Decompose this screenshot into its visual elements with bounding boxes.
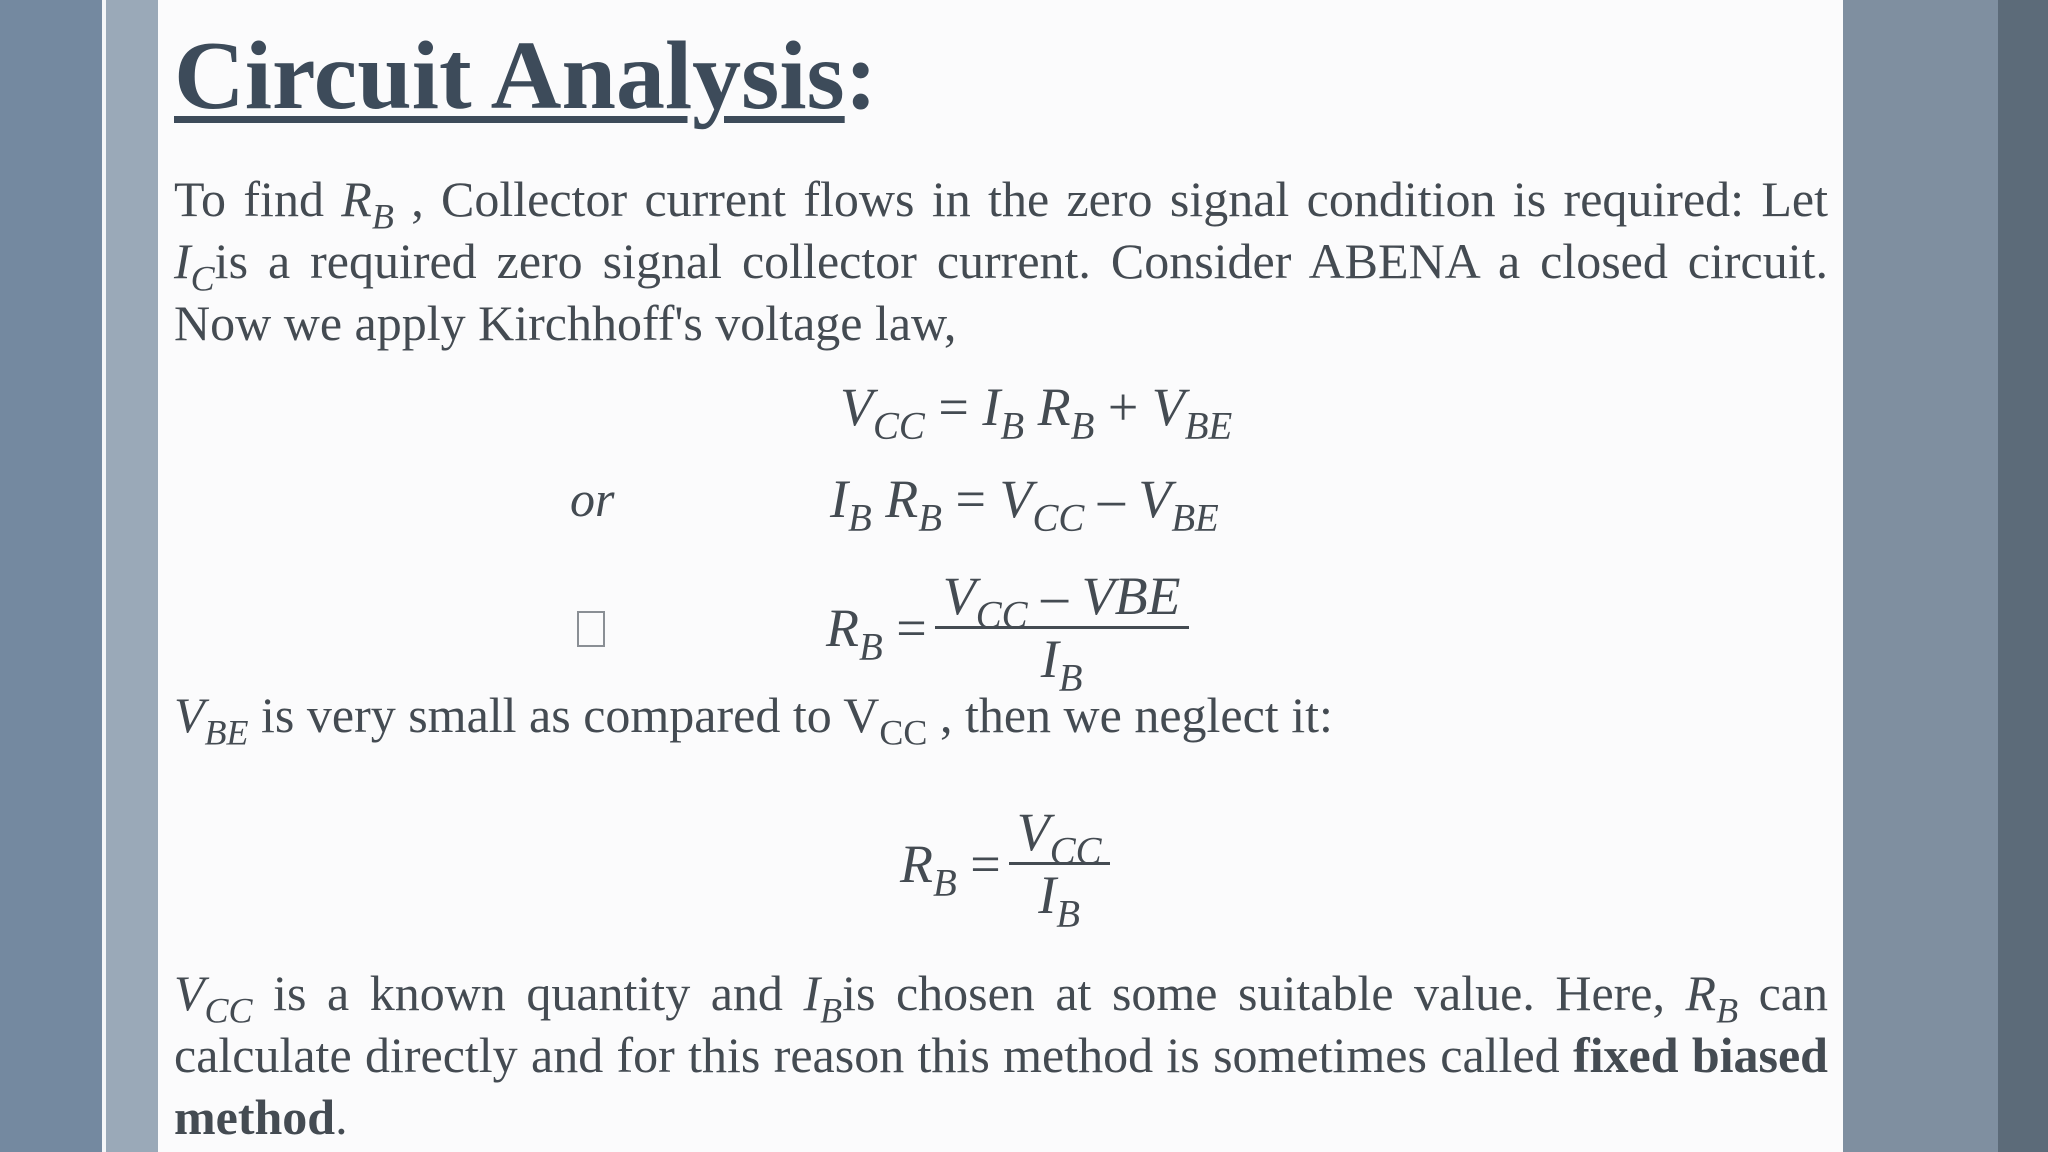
neglect-text-1: is very small as compared to V: [248, 687, 880, 743]
rb-symbol-2: [1685, 965, 1739, 1031]
eq2-i: I: [830, 469, 848, 529]
eq1-r: R: [1024, 377, 1071, 437]
neglect-sentence: [174, 684, 1333, 753]
eq2-v: V: [999, 469, 1033, 529]
vcc-main: V: [174, 965, 205, 1021]
eq4-b: B: [933, 861, 957, 905]
eq4-num-v: V: [1016, 802, 1050, 862]
right-outer-band: [1998, 0, 2048, 1152]
eq4-lhs: [900, 833, 1001, 905]
eq4-den-b: B: [1056, 892, 1081, 936]
conclusion-text-2: is chosen at some suitable value. Here,: [842, 965, 1686, 1021]
eq4-numerator: [1013, 802, 1106, 873]
conclusion-text-1: is a known quantity and: [252, 965, 804, 1021]
title-colon: :: [844, 22, 878, 130]
intro-paragraph: [174, 168, 1828, 354]
therefore-symbol-placeholder-icon: [577, 611, 605, 647]
equation-kvl: [840, 376, 1233, 448]
vcc-sub: CC: [204, 990, 253, 1031]
eq1-b2: B: [1070, 404, 1095, 448]
rb-main: R: [341, 171, 372, 227]
eq4-equals: =: [956, 833, 1001, 894]
eq1-plus: +: [1094, 377, 1152, 437]
eq3-equals: =: [882, 597, 927, 658]
eq4-denominator: [1009, 862, 1110, 936]
intro-text-2: , Collector current flows in the zero signal condition is required: Let: [393, 171, 1828, 227]
or-label: or: [570, 471, 615, 527]
eq4-fraction: [1013, 802, 1106, 936]
eq2-b2: B: [918, 496, 942, 540]
eq2-cc: CC: [1032, 496, 1085, 540]
eq3-den-b: B: [1058, 656, 1083, 700]
eq2-minus: –: [1084, 469, 1139, 529]
conclusion-text-3: can calculate directly and for this reason this method is sometimes called: [174, 965, 1828, 1083]
rb2-sub: B: [1716, 990, 1739, 1031]
rb-symbol: [341, 171, 394, 237]
eq2-b1: B: [847, 496, 872, 540]
eq1-equals: =: [924, 377, 983, 437]
eq3-fraction: [939, 566, 1185, 700]
eq1-i: I: [982, 377, 1001, 437]
vbe-main: V: [174, 687, 205, 743]
eq2-equals: =: [941, 469, 1000, 529]
ic-main: I: [174, 233, 191, 289]
vbe-sub: BE: [204, 712, 249, 753]
conclusion-paragraph: [174, 962, 1828, 1148]
eq1-b1: B: [1000, 404, 1025, 448]
vcc-symbol: [174, 965, 253, 1031]
eq4-den-i: I: [1038, 865, 1057, 925]
eq1-cc: CC: [873, 404, 925, 448]
ic-sub: C: [190, 258, 215, 299]
eq3-b: B: [859, 625, 883, 669]
eq4-r: R: [900, 833, 933, 894]
ib-sub: B: [820, 990, 843, 1031]
left-inner-band: [106, 0, 158, 1152]
left-outer-band: [0, 0, 102, 1152]
rb-sub: B: [371, 196, 394, 237]
conclusion-period: .: [335, 1089, 348, 1145]
eq3-num-rest: – VBE: [1027, 566, 1181, 626]
eq3-lhs: [826, 597, 927, 669]
eq3-denominator: [935, 626, 1189, 700]
title-text: Circuit Analysis: [174, 22, 845, 130]
equation-rb-simplified: [900, 802, 1106, 936]
eq1-be: BE: [1184, 404, 1233, 448]
rb2-main: R: [1685, 965, 1717, 1021]
right-inner-band: [1843, 0, 1998, 1152]
eq3-r: R: [826, 597, 859, 658]
vbe-symbol: [174, 687, 249, 753]
eq3-num-v: V: [942, 566, 976, 626]
eq2-r: R: [871, 469, 919, 529]
fixed-biased-method-term: fixed biased method: [174, 1027, 1828, 1145]
intro-text-1: To find: [174, 171, 342, 227]
ib-main: I: [803, 965, 821, 1021]
ic-symbol: [174, 233, 215, 299]
slide-title: [174, 18, 877, 136]
eq2-be: BE: [1171, 496, 1219, 540]
eq1-v2: V: [1151, 377, 1185, 437]
intro-text-3: is a required zero signal collector current. Consider ABENA a closed circuit. Now we apply Kirchhoff's voltage law,: [174, 233, 1828, 351]
equation-rearranged: [830, 468, 1219, 540]
eq3-numerator: [939, 566, 1185, 637]
eq3-num-cc: CC: [975, 593, 1028, 637]
ib-symbol: [803, 965, 843, 1031]
eq4-num-cc: CC: [1049, 829, 1102, 873]
neglect-cc: CC: [879, 712, 928, 753]
eq1-v: V: [840, 377, 873, 437]
equation-rb-full: [826, 566, 1185, 700]
eq2-v2: V: [1138, 469, 1172, 529]
neglect-text-2: , then we neglect it:: [927, 687, 1333, 743]
eq3-den-i: I: [1040, 629, 1059, 689]
